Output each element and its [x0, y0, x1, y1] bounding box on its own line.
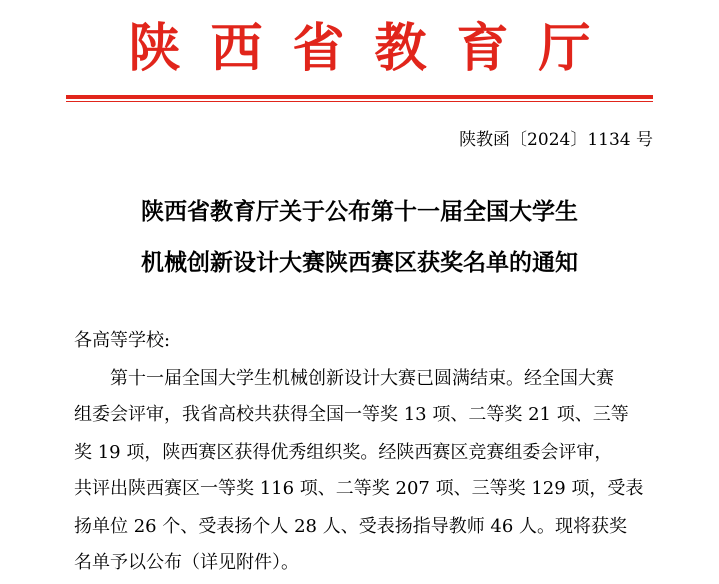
body-line-5: 扬单位 26 个、受表扬个人 28 人、受表扬指导教师 46 人。现将获奖	[74, 516, 628, 537]
document-number: 陕教函〔2024〕1134 号	[459, 130, 653, 150]
body-line-2: 组委会评审，我省高校共获得全国一等奖 13 项、二等奖 21 项、三等	[74, 404, 629, 425]
letterhead-rule-thick	[66, 95, 653, 99]
notice-title-line-1: 陕西省教育厅关于公布第十一届全国大学生	[141, 199, 578, 225]
salutation: 各高等学校:	[74, 330, 171, 351]
body-line-4: 共评出陕西赛区一等奖 116 项、二等奖 207 项、三等奖 129 项，受表	[74, 478, 644, 499]
body-line-3: 奖 19 项，陕西赛区获得优秀组织奖。经陕西赛区竞赛组委会评审，	[74, 442, 613, 463]
letterhead-title: 陕西省教育厅	[128, 18, 621, 79]
body-line-1: 第十一届全国大学生机械创新设计大赛已圆满结束。经全国大赛	[110, 368, 614, 389]
body-line-6: 名单予以公布（详见附件）。	[74, 552, 299, 573]
notice-title-line-2: 机械创新设计大赛陕西赛区获奖名单的通知	[141, 250, 578, 276]
letterhead-rule-thin	[66, 101, 653, 102]
